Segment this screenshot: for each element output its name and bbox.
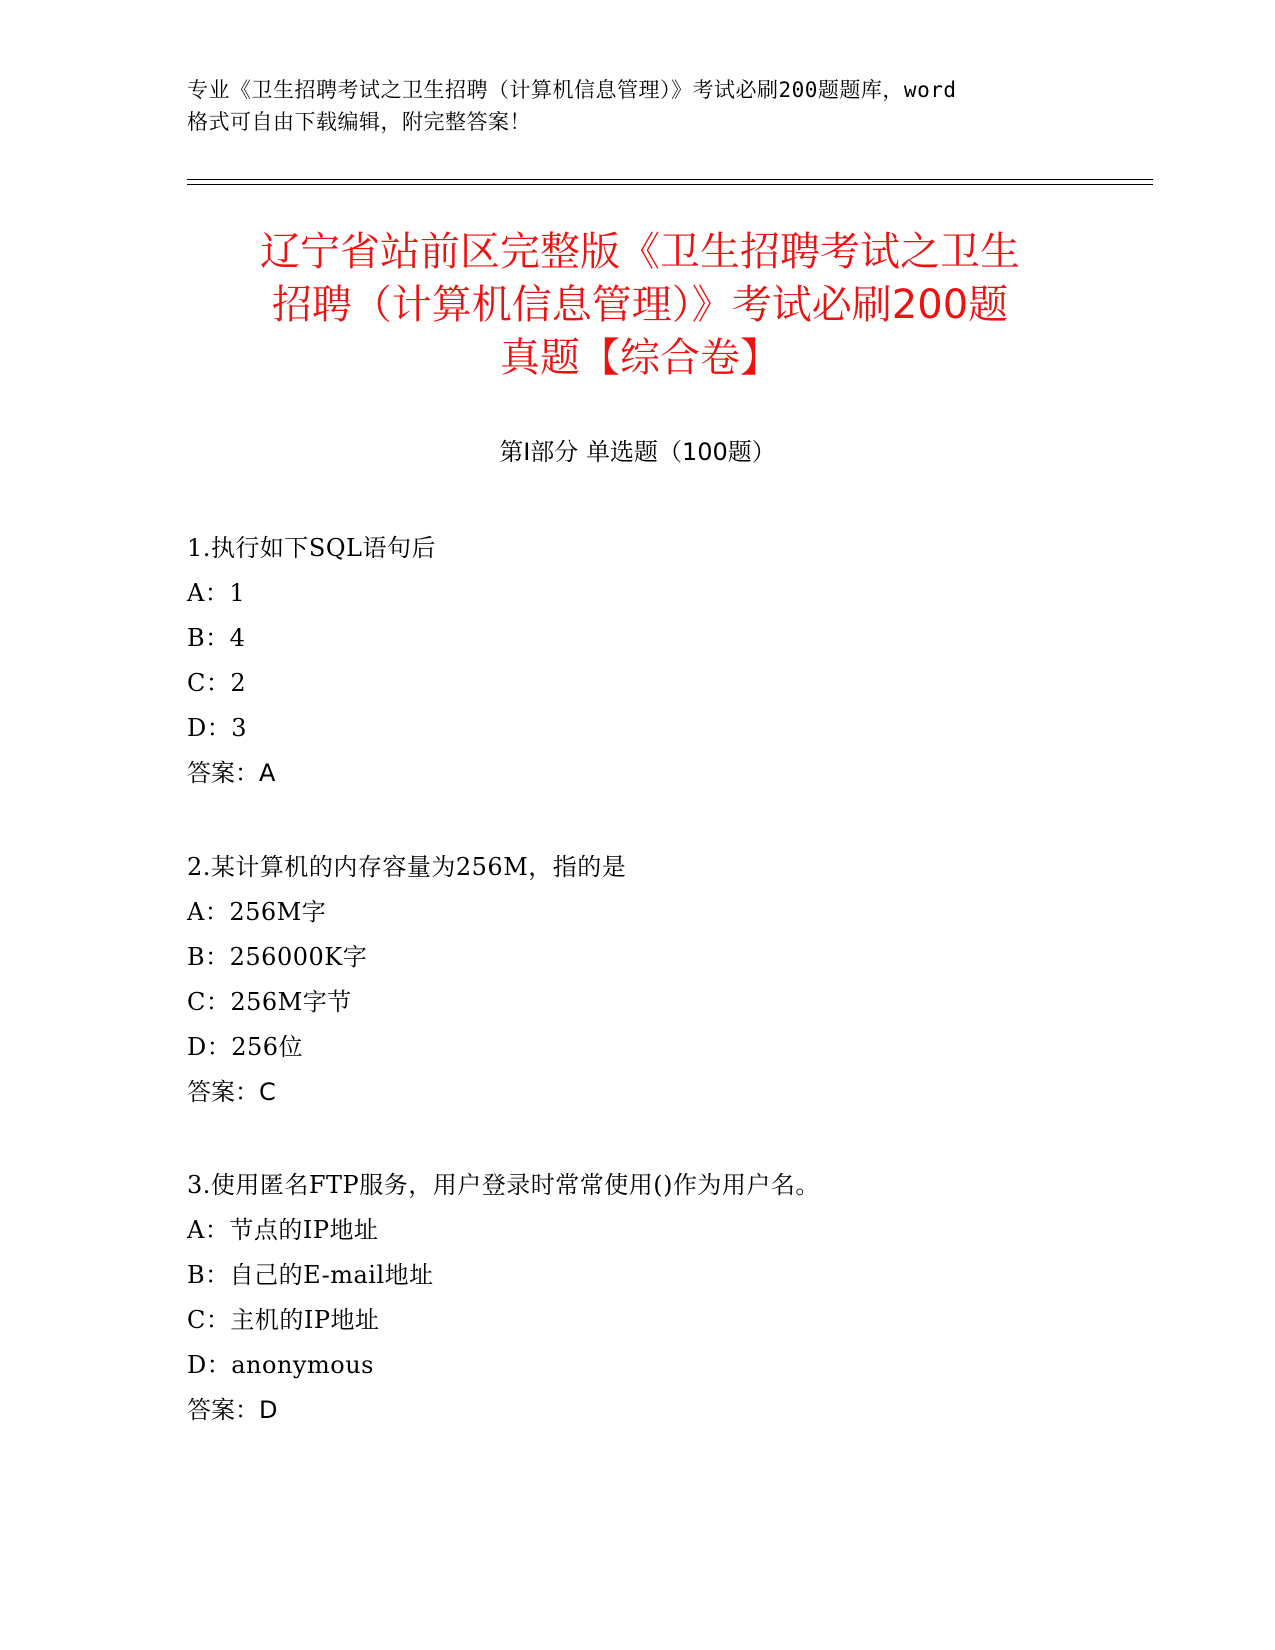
option-key: C： [187,1306,231,1334]
option-text: 3 [231,714,248,742]
header-divider-bottom [187,184,1153,185]
header-divider-top [187,179,1153,180]
option-b [187,616,1147,661]
option-d [187,706,1147,751]
document-title-line-1: 辽宁省站前区完整版《卫生招聘考试之卫生 [260,229,1020,275]
document-title-line-3: 真题【综合卷】 [500,335,780,381]
header-note-line-1: 专业《卫生招聘考试之卫生招聘（计算机信息管理）》考试必刷200题题库，word [187,78,957,102]
option-c [187,980,1147,1025]
option-text: 4 [229,624,246,652]
option-text: 2 [230,669,247,697]
option-text: anonymous [231,1351,374,1379]
header-note [187,74,1087,138]
question-stem: 1.执行如下SQL语句后 [187,534,436,562]
option-key: A： [187,898,230,926]
option-text: 自己的E-mail地址 [229,1261,434,1289]
header-note-line-2: 格式可自由下载编辑，附完整答案！ [187,110,531,134]
option-key: B： [187,624,230,652]
option-key: B： [187,943,230,971]
option-a [187,890,1147,935]
option-key: C： [187,669,231,697]
option-key: D： [187,1351,232,1379]
option-key: B： [187,1261,230,1289]
option-key: D： [187,714,232,742]
option-text: 256位 [231,1033,304,1061]
option-a [187,1208,1147,1253]
option-text: 256M字 [229,898,327,926]
option-text: 1 [229,579,246,607]
answer-line: 答案：A [187,759,276,787]
option-text: 256M字节 [230,988,352,1016]
document-title-line-2: 招聘（计算机信息管理）》考试必刷200题 [271,282,1009,328]
option-d [187,1025,1147,1070]
option-c [187,661,1147,706]
option-text: 节点的IP地址 [229,1216,379,1244]
answer-line: 答案：C [187,1078,276,1106]
option-key: C： [187,988,231,1016]
question-block [187,526,1147,796]
option-d [187,1343,1147,1388]
document-title [140,226,1140,385]
option-text: 256000K字 [229,943,368,971]
question-stem: 2.某计算机的内存容量为256M，指的是 [187,853,627,881]
option-key: A： [187,579,230,607]
option-c [187,1298,1147,1343]
option-key: D： [187,1033,232,1061]
option-b [187,935,1147,980]
answer-line: 答案：D [187,1396,278,1424]
question-block [187,1163,1147,1433]
option-key: A： [187,1216,230,1244]
question-stem: 3.使用匿名FTP服务，用户登录时常常使用()作为用户名。 [187,1171,820,1199]
option-b [187,1253,1147,1298]
option-text: 主机的IP地址 [230,1306,380,1334]
question-block [187,845,1147,1115]
option-a [187,571,1147,616]
section-heading: 第Ⅰ部分 单选题（100题） [499,438,776,466]
